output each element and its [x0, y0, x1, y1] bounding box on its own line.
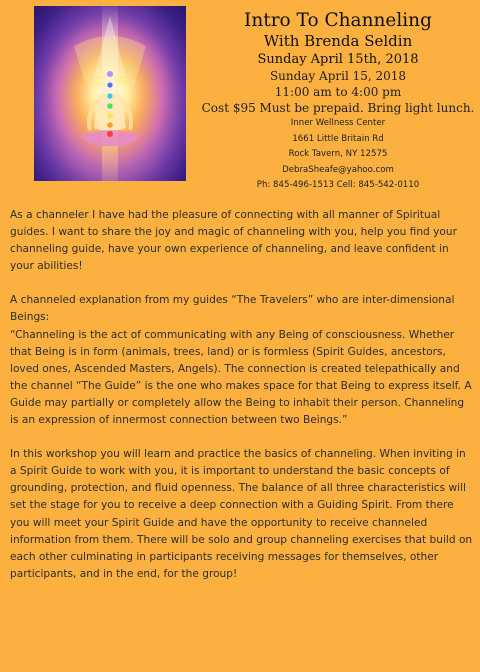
travelers-intro-paragraph: A channeled explanation from my guides “The Travelers” who are inter-dimensional Beings:: [10, 294, 455, 324]
event-description: [10, 207, 474, 583]
venue-name: Inner Wellness Center: [290, 118, 386, 128]
venue-city: Rock Tavern, NY 12575: [288, 149, 388, 159]
workshop-paragraph: In this workshop you will learn and practice the basics of channeling. When inviting in a Spirit Guide to work with you, it is important to understand the basic concepts of grounding, protection, and fluid openness. The balance of all three characteristics will set the stage for you to receive a deep connection with a Guiding Spirit. From there you will meet your Spirit Guide and have the opportunity to receive channeled information from them. There will be solo and group channeling exercises that build on each other culminating in participants receiving messages for themselves, other participants, and in the end, for the group!: [10, 448, 473, 580]
meditating-figure-chakras-image: [34, 6, 186, 181]
event-date-heading: Sunday April 15th, 2018: [257, 52, 419, 67]
event-time: 11:00 am to 4:00 pm: [274, 85, 402, 99]
event-header: [196, 10, 480, 194]
contact-phones: Ph: 845-496-1513 Cell: 845-542-0110: [256, 180, 420, 190]
event-title: Intro To Channeling: [244, 10, 432, 31]
channeling-quote-paragraph: “Channeling is the act of communicating with any Being of consciousness. Whether that Being is in form (animals, trees, land) or is formless (Spirit Guides, ancestors, loved ones, Ascended Masters, Angels). The connection is created telepathically and the channel “The Guide” is the one who makes space for that Being to express itself. A Guide may partially or completely allow the Being to inhabit their person. Channeling is an expression of innermost connection between two Beings.”: [10, 328, 472, 427]
intro-paragraph: As a channeler I have had the pleasure of connecting with all manner of Spiritual guides. I want to share the joy and magic of channeling with you, help you find your channeling guide, have your own experience of channeling, and leave confident in your abilities!: [10, 209, 457, 273]
event-presenter: With Brenda Seldin: [263, 32, 413, 50]
venue-street: 1661 Little Britain Rd: [292, 133, 384, 144]
event-date: Sunday April 15, 2018: [269, 69, 407, 83]
contact-email[interactable]: DebraSheafe@yahoo.com: [282, 164, 394, 175]
event-cost: Cost $95 Must be prepaid. Bring light lunch.: [201, 101, 475, 115]
